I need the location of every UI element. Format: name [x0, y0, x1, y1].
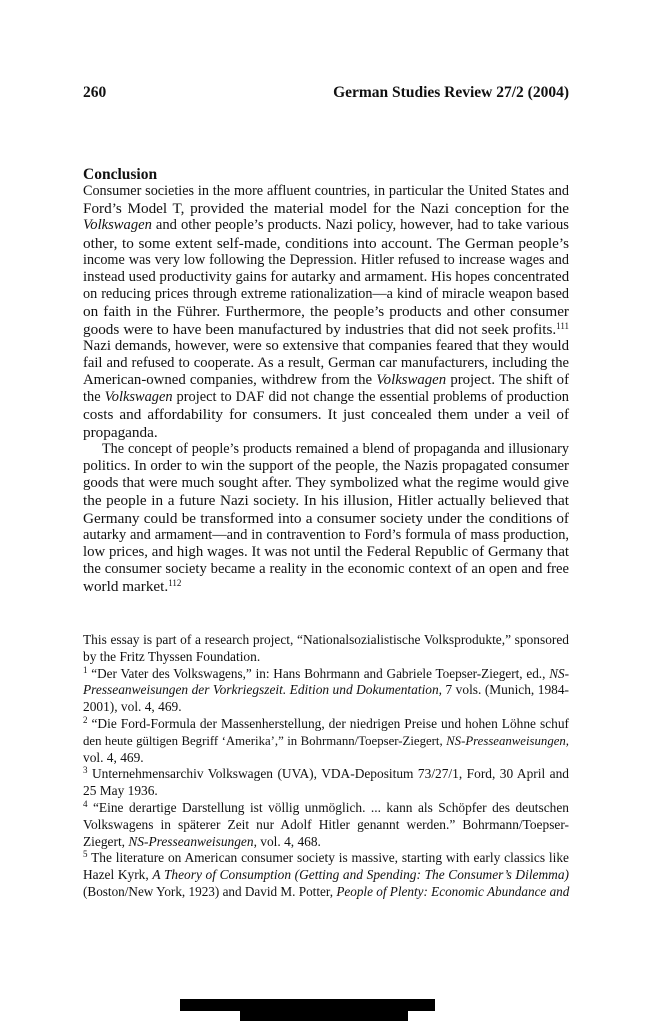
body-line: fail and refused to cooperate. As a result, German car manufacturers, including the [83, 354, 569, 371]
body-line: income was very low following the Depression. Hitler refused to increase wages and [83, 251, 569, 268]
note-line: 25 May 1936. [83, 783, 158, 799]
scan-redaction-bar [240, 1011, 408, 1021]
note-number: 5 [83, 849, 88, 860]
body-line: American-owned companies, withdrew from the Volkswagen project. The shift of [83, 372, 569, 389]
body-line: on faith in the Führer. Furthermore, the people’s products and other consumer [83, 303, 569, 321]
footnote-ref: 112 [168, 578, 182, 589]
note-line: Hazel Kyrk, A Theory of Consumption (Getting and Spending: The Consumer’s Dilemma) [83, 867, 569, 883]
body-line: Volkswagen and other people’s products. Nazi policy, however, had to take various [83, 217, 569, 234]
note-line: den heute gültigen Begriff ‘Amerika’,” in Bohrmann/Toepser-Ziegert, NS-Presseanweisungen, [83, 733, 569, 748]
body-line: autarky and armament—and in contravention to Ford’s formula of mass production, [83, 526, 569, 543]
note-line: $^1$ “Der Vater des Volkswagens,” in: Hans Bohrmann and Gabriele Toepser-Ziegert, ed., NS- [83, 664, 569, 681]
body-line: on reducing prices through extreme rationalization—a kind of miracle weapon based [83, 286, 569, 303]
body-line: the Volkswagen project to DAF did not change the essential problems of production [83, 389, 570, 406]
body-line: other, to some extent self-made, conditions into account. The German people’s [83, 234, 569, 252]
running-header [83, 84, 569, 104]
page-number: 260 [83, 84, 107, 101]
note-line: Ziegert, NS-Presseanweisungen, vol. 4, 468. [83, 833, 321, 849]
note-line: This essay is part of a research project, “Nationalsozialistische Volksprodukte,” sponsored [83, 632, 569, 647]
note-number: 2 [83, 714, 88, 725]
section-heading: Conclusion [83, 166, 158, 183]
body-line: world market.$^{112}$ [83, 578, 182, 596]
body-line: The concept of people’s products remained a blend of propaganda and illusionary [102, 440, 569, 457]
note-line: 2001), vol. 4, 469. [83, 699, 182, 715]
journal-title: German Studies Review 27/2 (2004) [333, 84, 569, 101]
body-line: Consumer societies in the more affluent countries, in particular the United States and [83, 183, 569, 199]
footnotes [83, 632, 569, 901]
note-line: $^2$ “Die Ford-Formula der Massenherstellung, der niedrigen Preise und hohen Löhne schuf [83, 714, 569, 731]
note-line: Presseanweisungen der Vorkriegszeit. Edition und Dokumentation, 7 vols. (Munich, 1984- [83, 682, 569, 698]
body-line: politics. In order to win the support of the people, the Nazis propagated consumer [83, 458, 569, 474]
body-line: the people in a future Nazi society. In his illusion, Hitler actually believed that [83, 492, 569, 510]
body-line: Germany could be transformed into a consumer society under the conditions of [83, 509, 569, 527]
note-line: by the Fritz Thyssen Foundation. [83, 648, 261, 664]
note-number: 3 [83, 765, 88, 776]
note-line: $^4$ “Eine derartige Darstellung ist völlig unmöglich. ... kann als Schöpfer des deutschen [83, 798, 569, 815]
body-line: goods that were much sought after. They symbolized what the regime would give [83, 475, 569, 492]
conclusion-section [83, 166, 569, 596]
note-number: 4 [83, 798, 88, 809]
body-line: instead used productivity gains for autarky and armament. His hopes concentrated [83, 268, 570, 285]
note-line: Volkswagens in späterer Zeit nur Adolf Hitler genannt werden.” Bohrmann/Toepser- [83, 816, 569, 832]
footnote-ref: 111 [556, 320, 569, 331]
note-line: $^3$ Unternehmensarchiv Volkswagen (UVA), VDA-Depositum 73/27/1, Ford, 30 April and [83, 765, 569, 782]
scan-redaction-bar [180, 999, 435, 1011]
note-line: vol. 4, 469. [83, 749, 144, 765]
note-number: 1 [83, 664, 88, 675]
body-line: the consumer society became a reality in the economic context of an open and free [83, 561, 569, 578]
note-line: (Boston/New York, 1923) and David M. Potter, People of Plenty: Economic Abundance and [83, 883, 570, 899]
note-line: $^5$ The literature on American consumer society is massive, starting with early classics like [83, 849, 569, 866]
body-line: low prices, and high wages. It was not until the Federal Republic of Germany that [83, 543, 569, 560]
body-line: Nazi demands, however, were so extensive that companies feared that they would [83, 337, 569, 354]
body-line: Ford’s Model T, provided the material model for the Nazi conception for the [83, 200, 569, 218]
body-line: costs and affordability for consumers. It just concealed them under a veil of [83, 406, 569, 424]
body-line: propaganda. [83, 423, 158, 441]
body-line: goods were to have been manufactured by industries that did not seek profits.$^{111}$ [83, 320, 569, 338]
